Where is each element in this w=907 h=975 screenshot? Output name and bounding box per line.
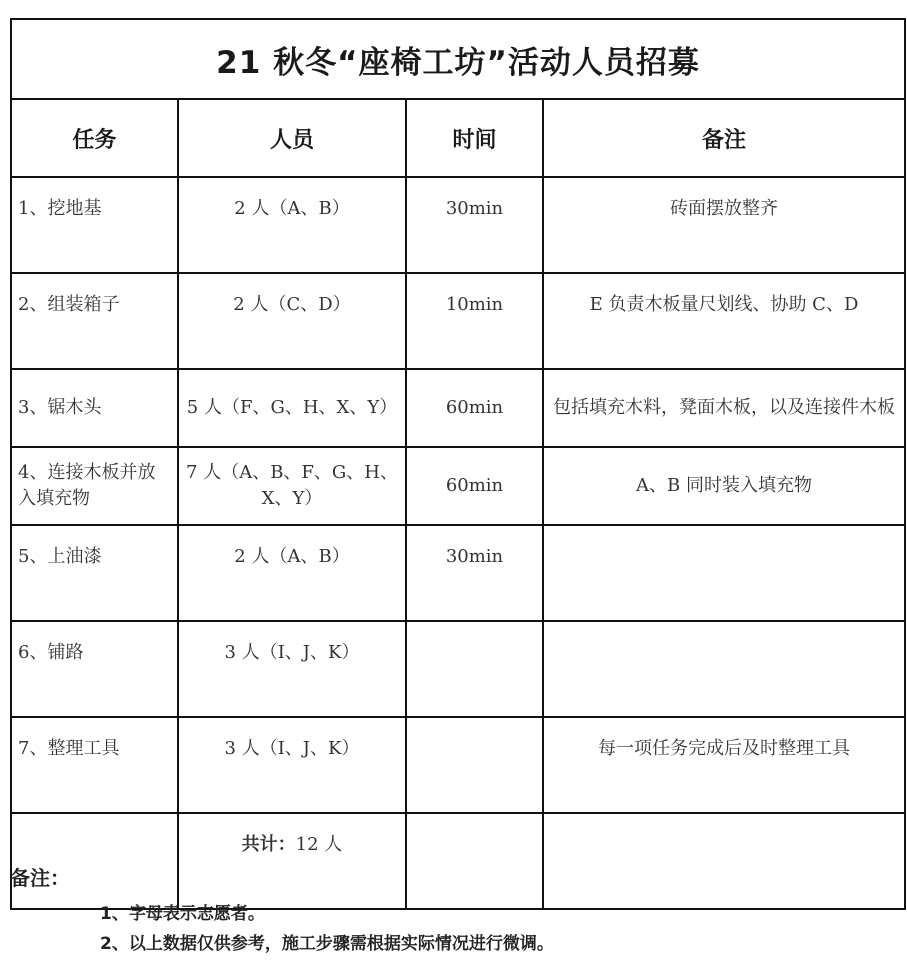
note-cell: E 负责木板量尺划线、协助 C、D [543,273,905,369]
task-cell: 7、整理工具 [11,717,178,813]
table-row [11,447,905,525]
time-cell: 60min [406,447,543,525]
people-cell: 2 人（C、D） [178,273,406,369]
table-row [11,621,905,717]
task-cell: 5、上油漆 [11,525,178,621]
task-cell: 3、锯木头 [11,369,178,447]
people-cell: 7 人（A、B、F、G、H、X、Y） [178,447,406,525]
time-cell: 10min [406,273,543,369]
task-cell: 2、组装箱子 [11,273,178,369]
time-cell: 30min [406,525,543,621]
people-cell: 2 人（A、B） [178,525,406,621]
footnote-item: 1、字母表示志愿者。 [100,904,265,924]
time-cell [406,717,543,813]
note-cell: 每一项任务完成后及时整理工具 [543,717,905,813]
header-task: 任务 [11,99,178,177]
people-cell: 5 人（F、G、H、X、Y） [178,369,406,447]
table-row [11,273,905,369]
footnote-item: 2、以上数据仅供参考，施工步骤需根据实际情况进行微调。 [100,933,554,954]
people-cell: 2 人（A、B） [178,177,406,273]
task-cell: 1、挖地基 [11,177,178,273]
table-row [11,177,905,273]
task-cell: 4、连接木板并放入填充物 [11,447,178,525]
note-cell: 砖面摆放整齐 [543,177,905,273]
note-cell [543,621,905,717]
people-cell: 3 人（I、J、K） [178,717,406,813]
time-cell: 60min [406,369,543,447]
note-cell [543,525,905,621]
recruitment-table [10,18,906,910]
note-cell: A、B 同时装入填充物 [543,447,905,525]
header-note: 备注 [543,99,905,177]
time-cell: 30min [406,177,543,273]
total-value: 12 人 [295,834,343,855]
table-row [11,369,905,447]
people-cell: 3 人（I、J、K） [178,621,406,717]
table-row [11,525,905,621]
time-cell [406,621,543,717]
total-label: 共计： [241,834,296,855]
footnote-section [10,862,890,963]
table-title: 21 秋冬“座椅工坊”活动人员招募 [11,19,905,99]
note-cell: 包括填充木料，凳面木板，以及连接件木板 [543,369,905,447]
table-header-row [11,99,905,177]
header-people: 人员 [178,99,406,177]
header-time: 时间 [406,99,543,177]
footnote-label: 备注： [10,866,70,890]
task-cell: 6、铺路 [11,621,178,717]
table-row [11,717,905,813]
